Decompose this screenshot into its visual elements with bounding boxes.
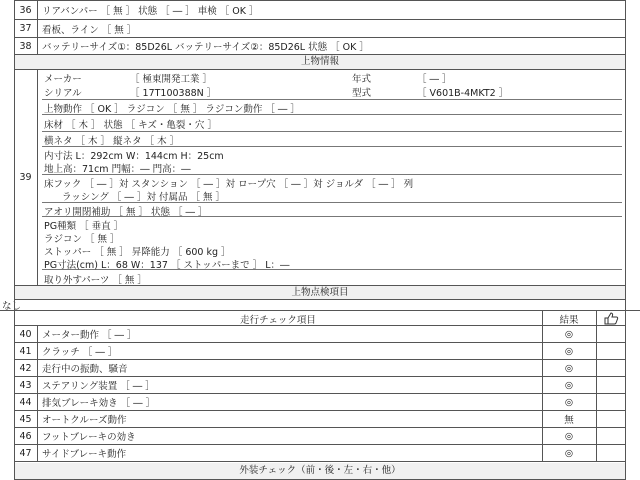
table-row (14, 428, 626, 445)
exterior-title: 外装チェック（前・後・左・右・他） (14, 463, 626, 480)
operation-line (42, 100, 622, 115)
result-value: 無 (564, 415, 574, 426)
maker-label: メーカー (44, 74, 82, 85)
year-label: 年式 (352, 74, 372, 85)
result-value: ◎ (564, 396, 574, 408)
row-text: クラッチ ［ ― ］ (42, 347, 118, 358)
pg-group (42, 217, 622, 270)
floor-line (42, 115, 622, 132)
dimension-group (42, 147, 622, 175)
pg-radio-text: ラジコン ［ 無 ］ (44, 234, 120, 245)
inspection-title: 上物点検項目 (14, 286, 626, 300)
row-number: 47 (14, 445, 38, 461)
row-text: 排気ブレーキ効き ［ ― ］ (42, 398, 156, 409)
row-number: 45 (14, 411, 38, 427)
pg-stopper-text: ストッパー ［ 無 ］ 昇降能力 ［ 600 kg ］ (44, 247, 231, 258)
row-number: 38 (14, 38, 38, 54)
row-text: 走行中の振動、騒音 (42, 364, 128, 375)
aori-line (42, 203, 622, 217)
result-value: ◎ (564, 328, 574, 340)
row-text: オートクルーズ動作 (42, 415, 127, 426)
divider (596, 360, 597, 377)
row-text: 看板、ライン ［ 無 ］ (42, 24, 137, 36)
operation-text: 上物動作 ［ OK ］ ラジコン ［ 無 ］ ラジコン動作 ［ ― ］ (44, 104, 300, 115)
divider (596, 343, 597, 360)
row-number: 46 (14, 428, 38, 444)
inspection-sheet (2, 0, 626, 480)
row-number: 41 (14, 343, 38, 359)
divider (596, 428, 597, 445)
hook-group (42, 175, 622, 203)
divider (596, 445, 597, 462)
table-row (14, 326, 626, 343)
removable-text: 取り外すパーツ ［ 無 ］ (44, 275, 147, 286)
result-header: 結果 (559, 315, 579, 326)
divider (596, 377, 597, 394)
floor-text: 床材 ［ 木 ］ 状態 ［ キズ・亀裂・穴 ］ (44, 120, 217, 131)
divider (596, 411, 597, 428)
driving-header (14, 311, 626, 326)
table-row (14, 0, 626, 20)
divider (596, 394, 597, 411)
upper-info-title: 上物情報 (14, 55, 626, 70)
row-text: フットブレーキの効き (42, 432, 136, 443)
divider (596, 311, 597, 326)
row-number: 39 (14, 70, 38, 285)
row-text: メーター動作 ［ ― ］ (42, 330, 137, 341)
result-value: ◎ (564, 362, 574, 374)
result-value: ◎ (564, 345, 574, 357)
result-value: ◎ (564, 379, 574, 391)
floor-hook-text: 床フック ［ ― ］対 スタンション ［ ― ］対 ロープ穴 ［ ― ］対 ジョルダ ［ ― ］ 列 (44, 179, 414, 190)
table-row (14, 360, 626, 377)
row-number: 37 (14, 20, 38, 37)
year-value: ［ ― ］ (417, 74, 452, 85)
row-text: ステアリング装置 ［ ― ］ (42, 381, 155, 392)
result-value: ◎ (564, 447, 574, 459)
table-row (14, 411, 626, 428)
result-value: ◎ (564, 430, 574, 442)
row-text: バッテリーサイズ①：85D26L バッテリーサイズ②：85D26L 状態 ［ OK ］ (42, 42, 369, 53)
ground-height-text: 地上高：71cm 門幅：― 門高：― (44, 164, 191, 175)
row-text: リアバンパー ［ 無 ］ 状態 ［ ― ］ 車検 ［ OK ］ (42, 6, 259, 17)
row-number: 42 (14, 360, 38, 376)
row-number: 43 (14, 377, 38, 393)
maker-value: ［ 極東開発工業 ］ (130, 74, 213, 85)
row-text: サイドブレーキ動作 (42, 449, 127, 460)
row-number: 40 (14, 326, 38, 342)
inspection-note-row (0, 300, 640, 311)
thumbs-up-icon (598, 311, 624, 326)
model-value: ［ V601B-4MKT2 ］ (417, 88, 509, 99)
maker-group (42, 70, 622, 100)
table-row (14, 377, 626, 394)
row-number: 44 (14, 394, 38, 410)
inspection-note: なし (2, 301, 22, 312)
serial-label: シリアル (44, 88, 82, 99)
table-row (14, 394, 626, 411)
divider (596, 326, 597, 343)
serial-value: ［ 17T100388N ］ (130, 88, 217, 99)
neta-text: 横ネタ ［ 木 ］ 縦ネタ ［ 木 ］ (44, 136, 180, 147)
table-row (14, 343, 626, 360)
table-row (14, 38, 626, 55)
upper-info-block (14, 70, 626, 286)
row-number: 36 (14, 1, 38, 19)
table-row (14, 20, 626, 38)
pg-type-text: PG種類 ［ 垂直 ］ (44, 221, 124, 232)
table-row (14, 445, 626, 462)
inner-dimension-text: 内寸法 L：292cm W：144cm H：25cm (44, 151, 224, 162)
neta-line (42, 132, 622, 147)
model-label: 型式 (352, 88, 372, 99)
lashing-text: ラッシング ［ ― ］対 付属品 ［ 無 ］ (62, 192, 226, 203)
removable-line (42, 270, 622, 286)
driving-title: 走行チェック項目 (240, 315, 316, 326)
pg-dimension-text: PG寸法(cm) L：68 W：137 ［ ストッパーまで ］ L：― (44, 260, 290, 271)
aori-text: アオリ開閉補助 ［ 無 ］ 状態 ［ ― ］ (44, 207, 208, 218)
